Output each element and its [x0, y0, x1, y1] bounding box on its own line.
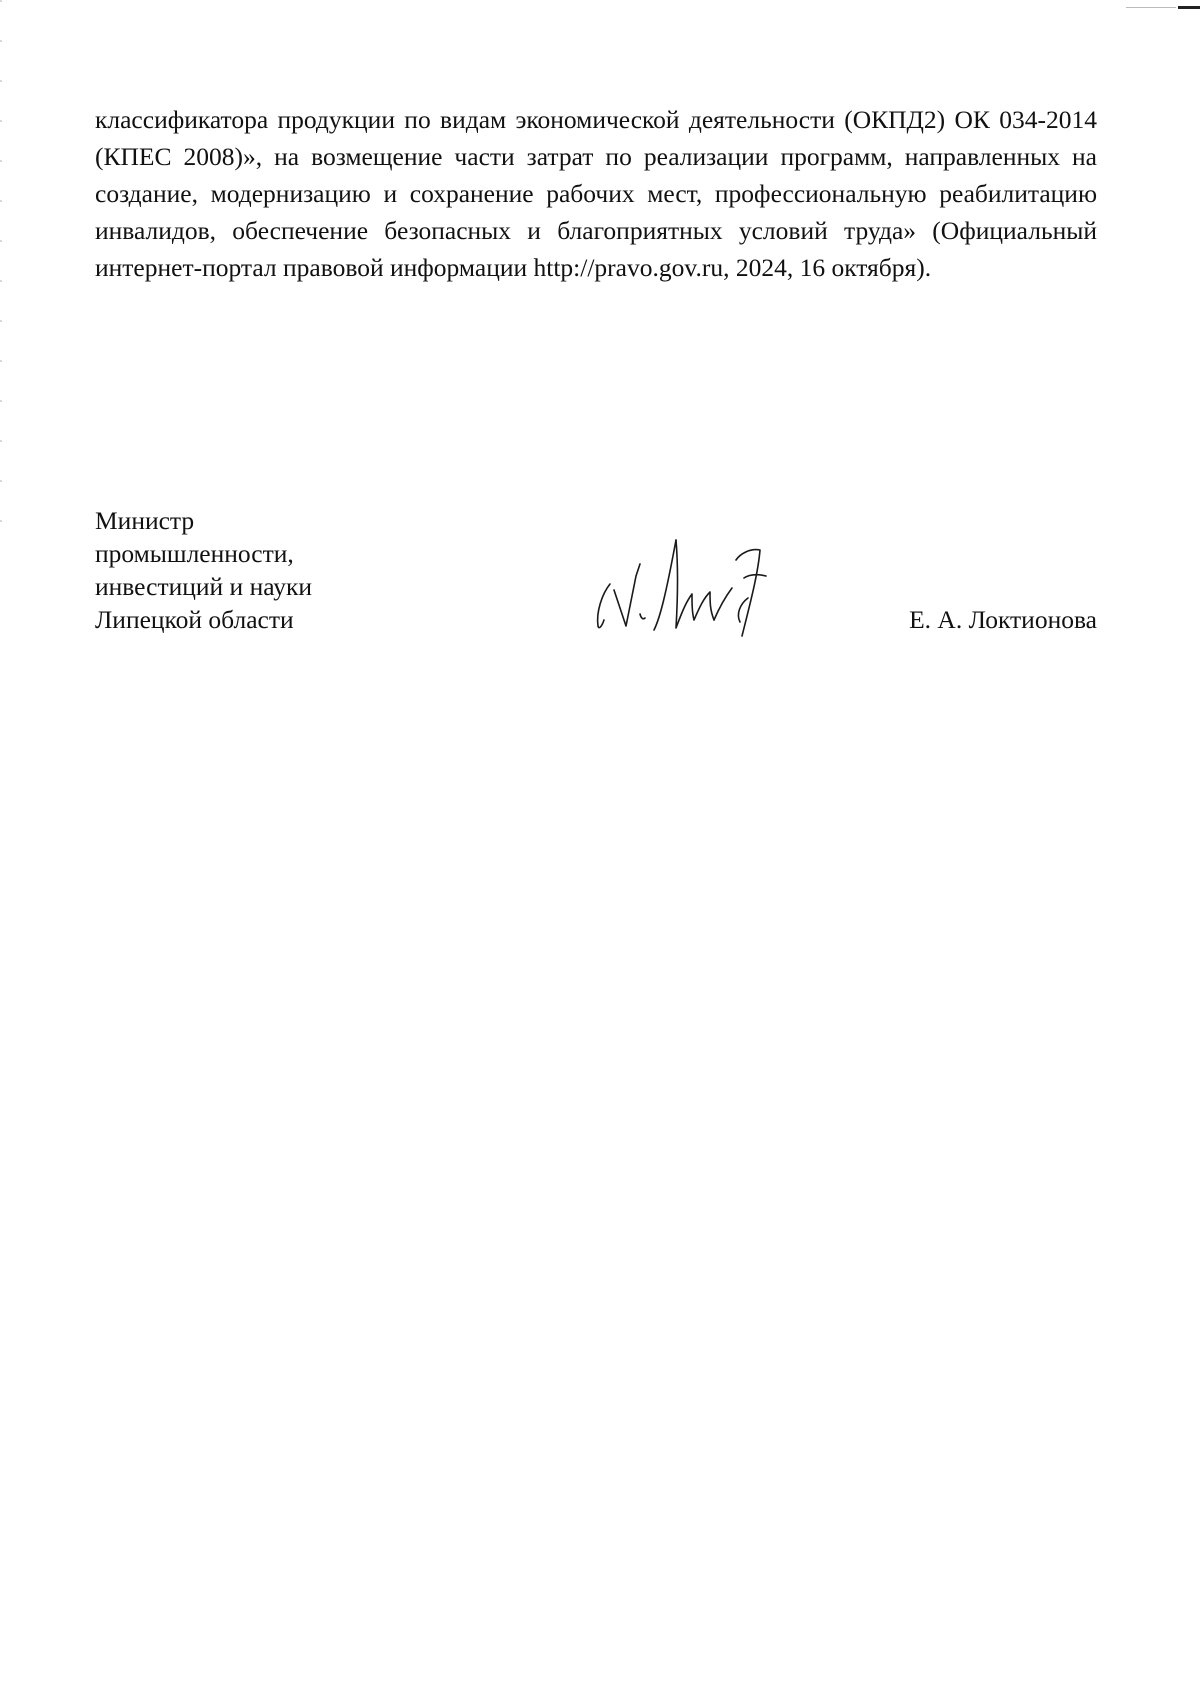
handwritten-signature — [590, 534, 790, 654]
body-paragraph: классификатора продукции по видам экономической деятельности (ОКПД2) ОК 034-2014 (КПЕС 2008)», на возмещение части затрат по реализации программ, направленных на создание, модернизацию и сохранение рабочих мест, профессиональную реабилитацию инвалидов, обеспечение безопасных и благоприятных условий труда» (Официальный интернет-портал правовой информации http://pravo.gov.ru, 2024, 16 октября). — [95, 105, 1097, 282]
signature-block — [95, 504, 1097, 634]
position-line: Министр — [95, 506, 195, 535]
position-line: инвестиций и науки — [95, 572, 313, 601]
position-line: промышленности, — [95, 539, 294, 568]
scan-left-edge — [0, 0, 2, 560]
signer-position — [95, 504, 312, 636]
signer-name: Е. А. Локтионова — [909, 605, 1097, 634]
scan-corner-mark — [1178, 6, 1200, 9]
position-line: Липецкой области — [95, 605, 294, 634]
scan-edge-mark — [1126, 7, 1176, 8]
